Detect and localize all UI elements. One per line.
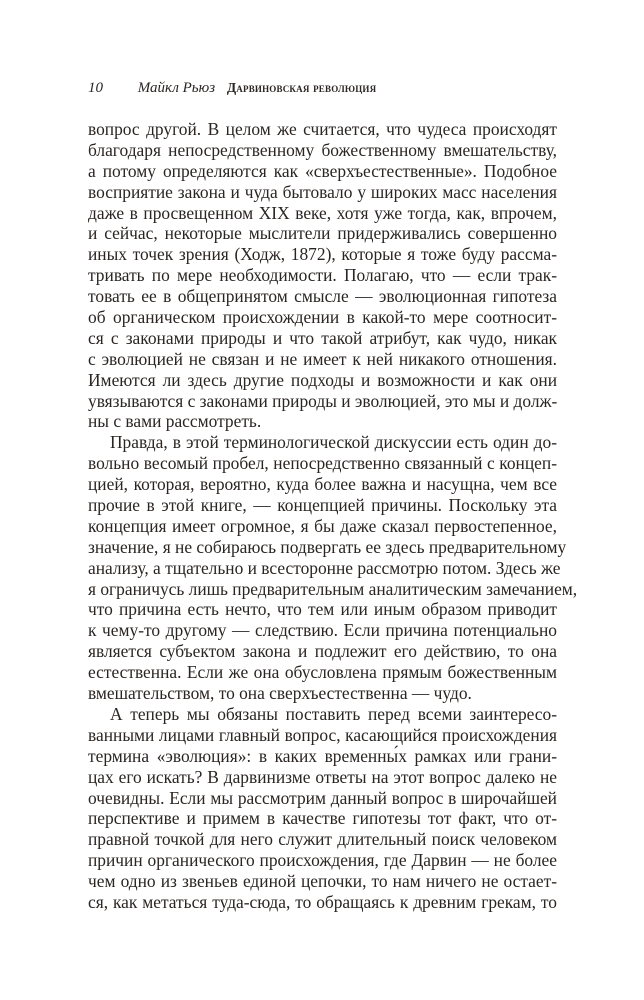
text-line: а потому определяются как «сверхъестественные». Подобное: [88, 160, 557, 181]
text-line: с эволюцией не связан и не имеет к ней никакого отношения.: [88, 348, 557, 369]
text-line: вольно весомый пробел, непосредственно связанный с концеп-: [88, 453, 557, 474]
text-line: что причина есть нечто, что тем или иным образом приводит: [88, 599, 557, 620]
text-line: является субъектом закона и подлежит его действию, то она: [88, 641, 557, 662]
text-line: ванными лицами главный вопрос, касающийся происхождения: [88, 724, 557, 745]
text-line: Имеются ли здесь другие подходы и возможности и как они: [88, 369, 557, 390]
text-line: чем одно из звеньев единой цепочки, то нам ничего не остает-: [88, 871, 557, 892]
page-number: 10: [88, 80, 103, 96]
text-line: цах его искать? В дарвинизме ответы на этот вопрос далеко не: [88, 766, 557, 787]
text-line: вмешательством, то она сверхъестественна — чудо.: [88, 683, 472, 704]
text-line: иных точек зрения (Ходж, 1872), которые я тоже буду рассма-: [88, 244, 557, 265]
text-line: ны с вами рассмотреть.: [88, 411, 262, 432]
text-line: концепция имеет огромное, я бы даже сказал первостепенное,: [88, 515, 557, 536]
text-line: очевидны. Если мы рассмотрим данный вопрос в широчайшей: [88, 787, 557, 808]
text-line: анализу, а тщательно и всесторонне рассмотрю потом. Здесь же: [88, 557, 561, 578]
text-line: тривать по мере необходимости. Полагаю, что — если трак-: [88, 265, 557, 286]
text-line: Правда, в этой терминологической дискуссии есть один до-: [110, 432, 557, 453]
paragraph: [88, 432, 578, 704]
text-line: цией, которая, вероятно, куда более важна и насущна, чем все: [88, 474, 557, 495]
text-line: естественна. Если же она обусловлена прямым божественным: [88, 662, 557, 683]
text-line: восприятие закона и чуда бытовало у широких масс населения: [88, 181, 557, 202]
text-line: я ограничусь лишь предварительным аналитическим замечанием,: [88, 578, 578, 599]
text-line: термина «эволюция»: в каких временны́х рамках или грани-: [88, 745, 557, 766]
text-line: вопрос другой. В целом же считается, что чудеса происходят: [88, 119, 557, 139]
text-line: значение, я не собираюсь подвергать ее здесь предварительному: [88, 536, 567, 557]
text-line: ся, как метаться туда-сюда, то обращаясь к древним грекам, то: [88, 891, 557, 912]
paragraph: [88, 119, 557, 432]
text-line: прочие в этой книге, — концепцией причины. Поскольку эта: [88, 495, 557, 516]
running-header: [88, 80, 376, 97]
text-line: товать ее в общепринятом смысле — эволюционная гипотеза: [88, 286, 557, 307]
text-line: ся с законами природы и что такой атрибут, как чудо, никак: [88, 327, 557, 348]
text-line: правной точкой для него служит длительный поиск человеком: [88, 829, 557, 850]
text-line: перспективе и примем в качестве гипотезы тот факт, что от-: [88, 808, 557, 829]
text-line: к чему-то другому — следствию. Если причина потенциально: [88, 620, 557, 641]
paragraph: [88, 704, 557, 913]
text-line: даже в просвещенном XIX веке, хотя уже тогда, как, впрочем,: [88, 202, 557, 223]
text-line: причин органического происхождения, где Дарвин — не более: [88, 850, 557, 871]
text-line: и сейчас, некоторые мыслители придерживались совершенно: [88, 223, 557, 244]
text-line: А теперь мы обязаны поставить перед всеми заинтересо-: [110, 703, 557, 724]
text-line: увязываются с законами природы и эволюцией, это мы и долж-: [88, 390, 558, 411]
book-title: Дарвиновская революция: [226, 80, 377, 95]
text-line: об органическом происхождении в какой-то мере соотносит-: [88, 307, 557, 328]
text-line: благодаря непосредственному божественному вмешательству,: [88, 139, 557, 160]
author-name: Майкл Рьюз: [137, 80, 216, 96]
body-text: [88, 119, 578, 913]
